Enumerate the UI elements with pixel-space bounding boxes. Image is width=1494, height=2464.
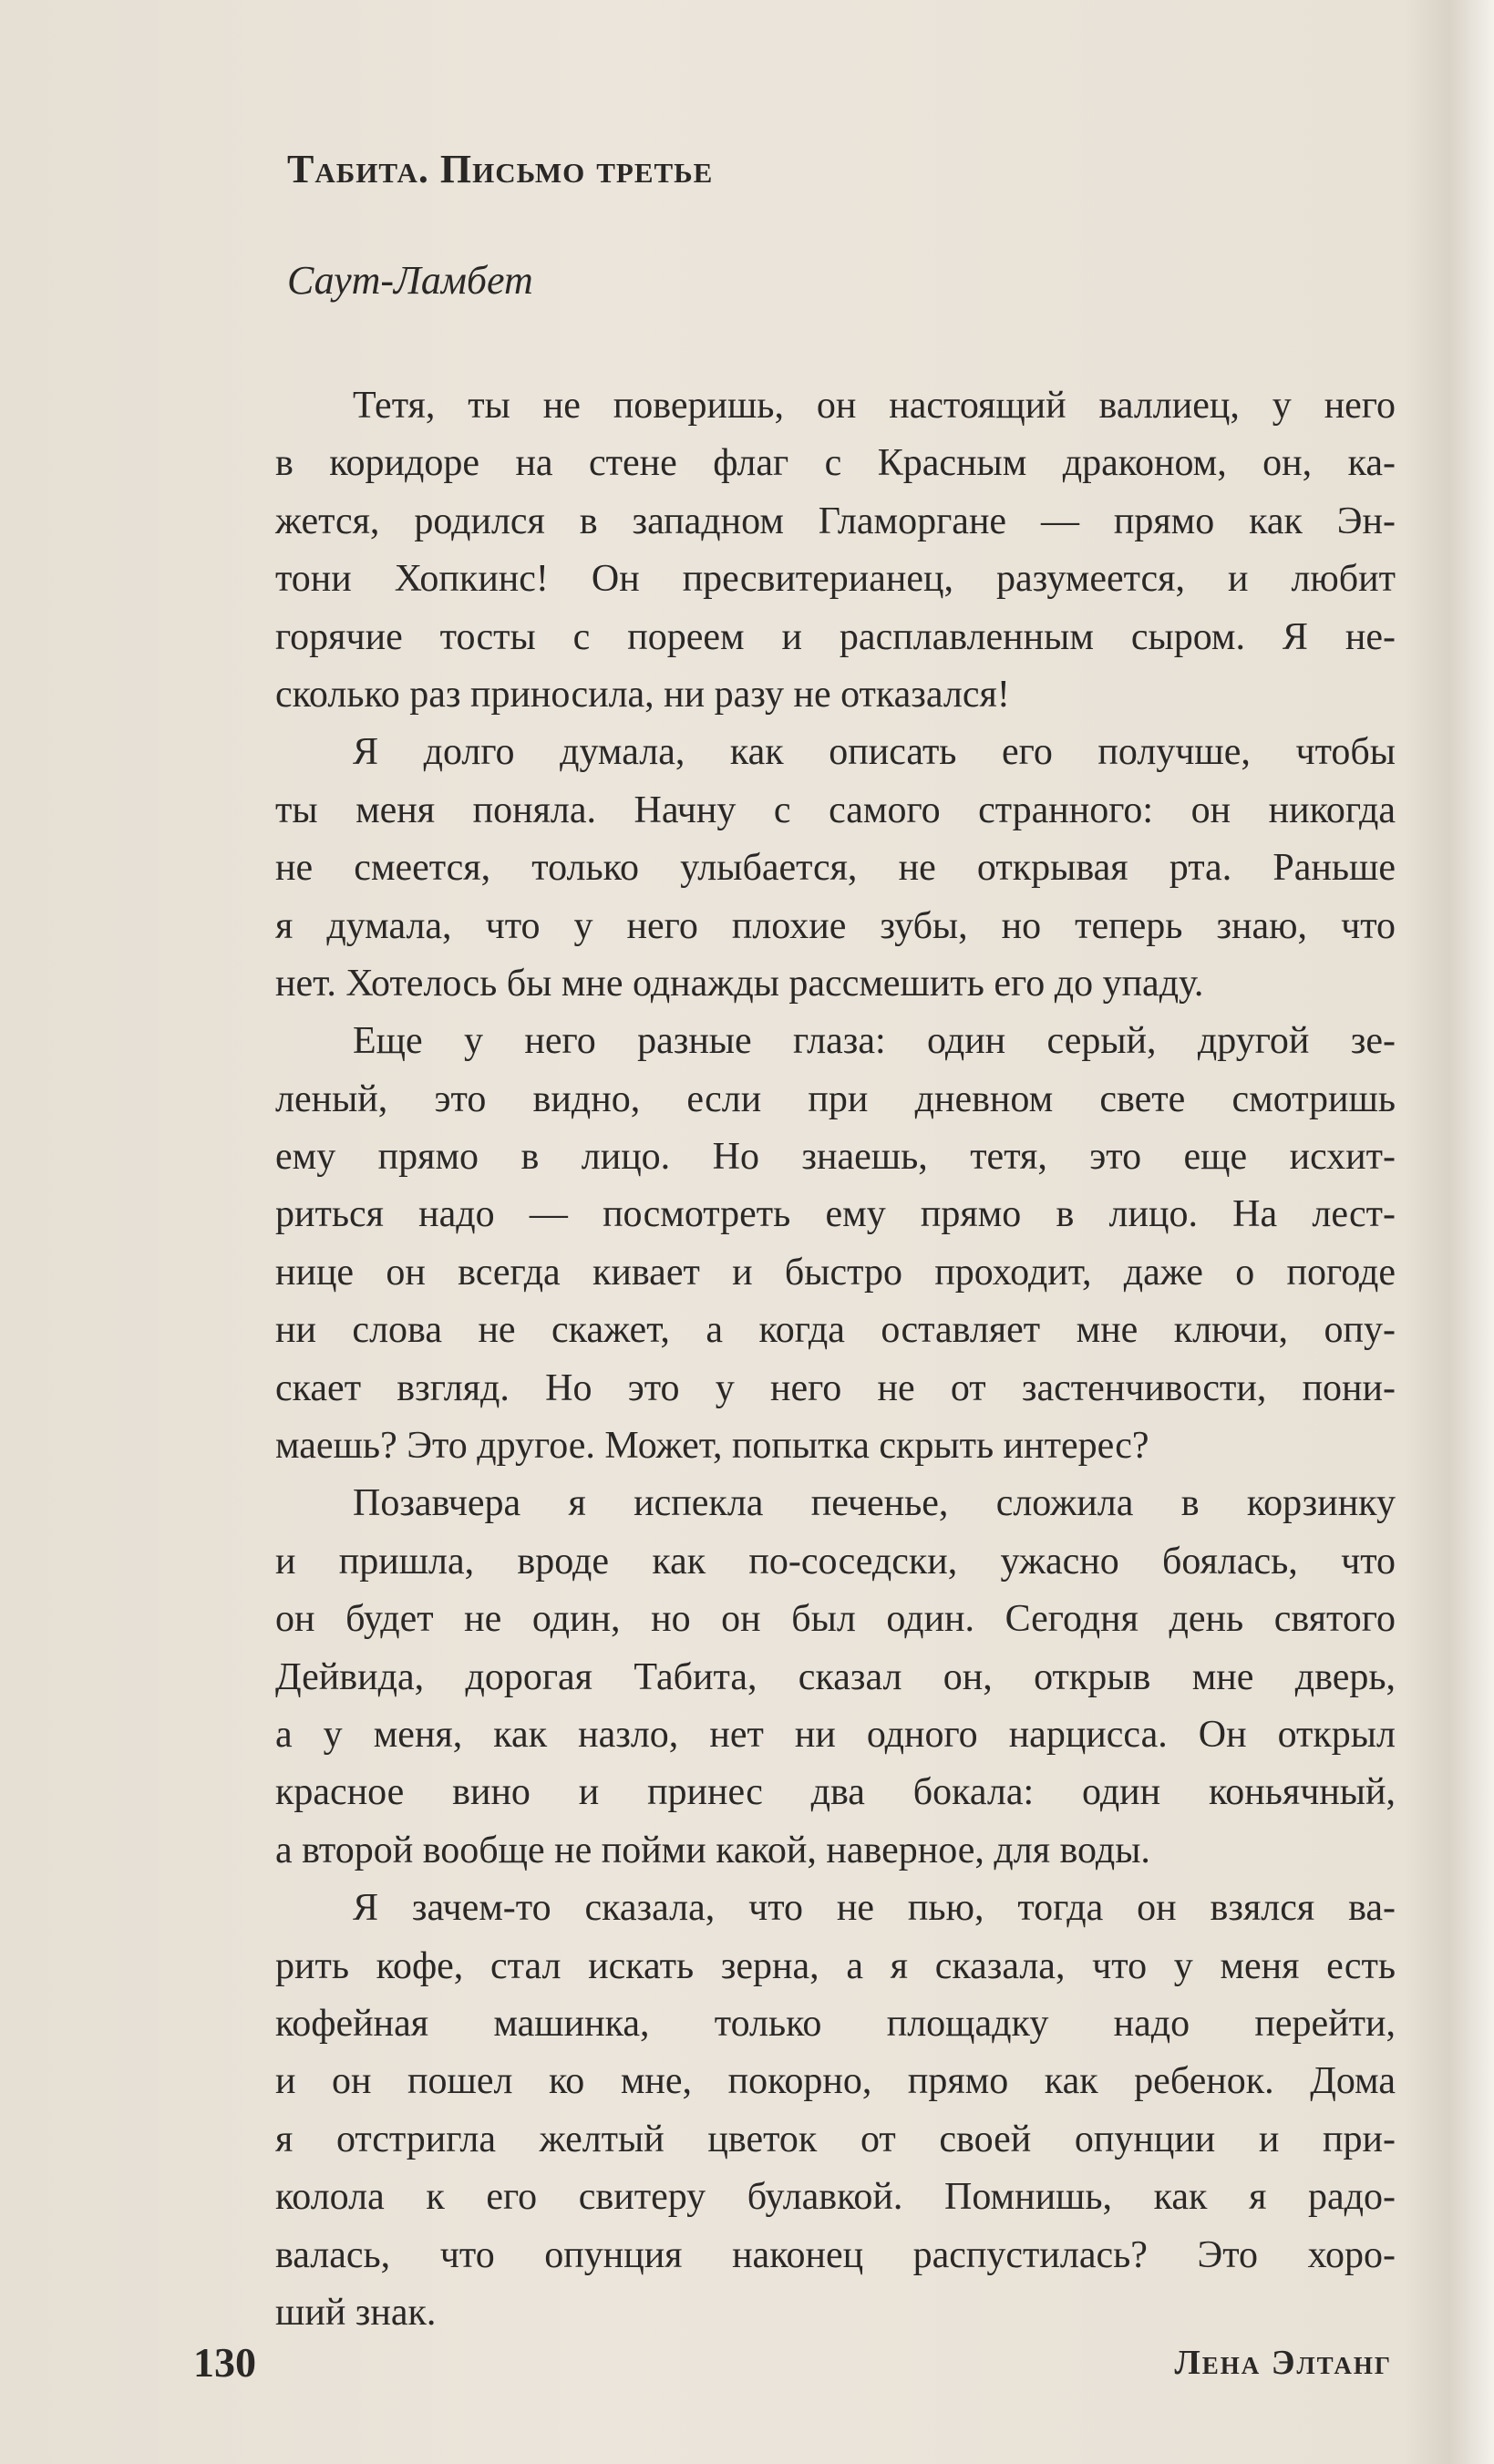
text-line xyxy=(275,493,1396,551)
text-line xyxy=(275,666,1396,724)
text-line-content: я отстригла желтый цветок от своей опунции и при- xyxy=(275,2118,1396,2160)
text-line-content: сколько раз приносила, ни разу не отказался! xyxy=(275,673,1010,716)
text-line-content: Тетя, ты не поверишь, он настоящий валлиец, у него xyxy=(353,385,1396,427)
text-line-content: жется, родился в западном Гламоргане — прямо как Эн- xyxy=(275,500,1396,542)
text-line xyxy=(275,1649,1396,1706)
text-line xyxy=(275,1186,1396,1243)
text-line xyxy=(275,2111,1396,2169)
page-number: 130 xyxy=(193,2339,256,2386)
text-line xyxy=(275,1706,1396,1764)
text-line-content: Позавчера я испекла печенье, сложила в корзинку xyxy=(353,1482,1396,1525)
text-line xyxy=(275,1071,1396,1129)
text-line-content: Дейвида, дорогая Табита, сказал он, открыв мне дверь, xyxy=(275,1655,1396,1698)
text-line xyxy=(275,1244,1396,1302)
text-line xyxy=(275,1764,1396,1821)
text-line-content: он будет не один, но он был один. Сегодня день святого xyxy=(275,1598,1396,1641)
text-line xyxy=(275,1822,1396,1880)
text-line xyxy=(275,551,1396,608)
text-line xyxy=(275,724,1396,781)
text-line-content: Я долго думала, как описать его получше, чтобы xyxy=(353,731,1396,774)
text-line-content: красное вино и принес два бокала: один коньячный, xyxy=(275,1771,1396,1814)
text-line xyxy=(275,609,1396,666)
text-line-content: горячие тосты с пореем и расплавленным сыром. Я не- xyxy=(275,615,1396,658)
text-line-content: нице он всегда кивает и быстро проходит, даже о погоде xyxy=(275,1251,1396,1294)
chapter-title: Табита. Письмо третье xyxy=(287,147,714,191)
text-line xyxy=(275,1129,1396,1186)
text-line xyxy=(275,782,1396,840)
text-line xyxy=(275,1475,1396,1532)
text-line xyxy=(275,1591,1396,1648)
text-line xyxy=(275,2169,1396,2226)
text-line-content: маешь? Это другое. Может, попытка скрыть интерес? xyxy=(275,1425,1149,1468)
text-line xyxy=(275,1938,1396,1995)
text-line xyxy=(275,1880,1396,1937)
text-line-content: колола к его свитеру булавкой. Помнишь, как я радо- xyxy=(275,2176,1396,2219)
text-line-content: леный, это видно, если при дневном свете смотришь xyxy=(275,1077,1396,1120)
text-line-content: Я зачем-то сказала, что не пью, тогда он взялся ва- xyxy=(353,1887,1396,1930)
text-line xyxy=(275,1013,1396,1070)
text-line-content: Еще у него разные глаза: один серый, другой зе- xyxy=(353,1020,1396,1063)
text-line xyxy=(275,1995,1396,2053)
text-line-content: рить кофе, стал искать зерна, а я сказала, что у меня есть xyxy=(275,1944,1396,1987)
text-line-content: я думала, что у него плохие зубы, но теперь знаю, что xyxy=(275,904,1396,947)
text-line-content: ты меня поняла. Начну с самого странного: он никогда xyxy=(275,789,1396,831)
text-line xyxy=(275,377,1396,435)
text-line-content: ни слова не скажет, а когда оставляет мне ключи, опу- xyxy=(275,1309,1396,1352)
text-line xyxy=(275,1418,1396,1475)
text-line xyxy=(275,435,1396,492)
text-line xyxy=(275,840,1396,897)
text-line-content: и пришла, вроде как по-соседски, ужасно боялась, что xyxy=(275,1540,1396,1583)
text-line xyxy=(275,1360,1396,1418)
text-line-content: валась, что опунция наконец распустилась? Это хоро- xyxy=(275,2233,1396,2276)
text-line xyxy=(275,955,1396,1013)
text-line-content: а второй вообще не пойми какой, наверное, для воды. xyxy=(275,1829,1150,1871)
text-line-content: скает взгляд. Но это у него не от застенчивости, пони- xyxy=(275,1366,1396,1409)
text-line xyxy=(275,1533,1396,1591)
text-line-content: и он пошел ко мне, покорно, прямо как ребенок. Дома xyxy=(275,2060,1396,2103)
text-line-content: а у меня, как назло, нет ни одного нарцисса. Он открыл xyxy=(275,1713,1396,1756)
text-line-content: ему прямо в лицо. Но знаешь, тетя, это еще исхит- xyxy=(275,1136,1396,1179)
running-footer-author: Лена Элтанг xyxy=(1174,2344,1392,2382)
text-line-content: риться надо — посмотреть ему прямо в лицо. На лест- xyxy=(275,1193,1396,1236)
text-line xyxy=(275,2227,1396,2284)
text-line-content: в коридоре на стене флаг с Красным драконом, он, ка- xyxy=(275,442,1396,485)
text-line-content: тони Хопкинс! Он пресвитерианец, разумеется, и любит xyxy=(275,558,1396,601)
text-line xyxy=(275,898,1396,955)
body-text xyxy=(275,377,1396,2342)
letter-place: Саут-Ламбет xyxy=(287,258,533,303)
text-line xyxy=(275,2053,1396,2110)
text-line-content: ший знак. xyxy=(275,2291,437,2334)
text-line xyxy=(275,2284,1396,2342)
text-line xyxy=(275,1302,1396,1359)
text-line-content: кофейная машинка, только площадку надо перейти, xyxy=(275,2002,1396,2045)
text-line-content: нет. Хотелось бы мне однажды рассмешить его до упаду. xyxy=(275,962,1204,1005)
text-line-content: не смеется, только улыбается, не открывая рта. Раньше xyxy=(275,847,1396,890)
